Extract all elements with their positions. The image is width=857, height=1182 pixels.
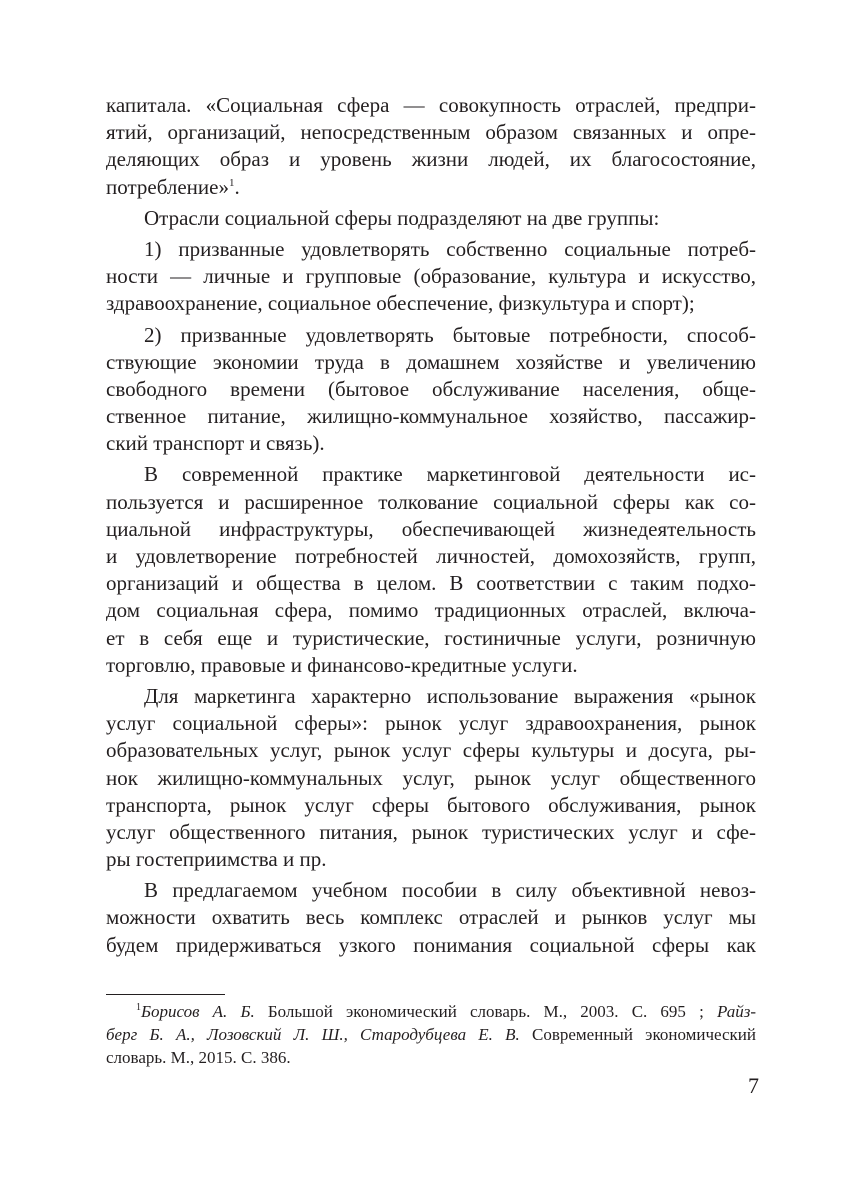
main-text — [106, 92, 756, 959]
text-line: ры гостеприимства и пр. — [106, 847, 327, 872]
text-line: свободного времени (бытовое обслуживание населения, обще- — [106, 376, 756, 401]
paragraph-2 — [106, 205, 756, 232]
paragraph-6 — [106, 683, 756, 873]
footnote-text: Современный экономический — [519, 1025, 757, 1044]
text-line: 1) призванные удовлетворять собственно социальные потреб- — [144, 236, 756, 261]
footnote-line: словарь. М., 2015. С. 386. — [106, 1048, 291, 1067]
text-line — [106, 174, 756, 201]
footnote-text: Большой экономический словарь. М., 2003. С. 695 ; — [254, 1002, 717, 1021]
text-line: капитала. «Социальная сфера — совокупность отраслей, предпри- — [106, 93, 756, 117]
footnote-line — [106, 1000, 756, 1023]
text-line: ский транспорт и связь). — [106, 431, 325, 456]
footnote-author: Райз- — [716, 1002, 756, 1021]
paragraph-7 — [106, 877, 756, 959]
paragraph-5 — [106, 461, 756, 679]
text-line: циальной инфраструктуры, обеспечивающей жизнедеятельность — [106, 516, 756, 541]
footnote-number: 1 — [136, 1002, 141, 1013]
text-line: транспорта, рынок услуг сферы бытового обслуживания, рынок — [106, 792, 756, 817]
text-line: и удовлетворение потребностей личностей, домохозяйств, групп, — [106, 544, 756, 568]
text-line: Отрасли социальной сферы подразделяют на две группы: — [144, 205, 660, 230]
text-line: торговлю, правовые и финансово-кредитные услуги. — [106, 652, 578, 677]
footnote-author: Борисов А. Б. — [141, 1002, 255, 1021]
text-line: здравоохранение, социальное обеспечение, физкультура и спорт); — [106, 291, 695, 316]
text-line: ятий, организаций, непосредственным образом связанных и опре- — [106, 120, 756, 145]
text-fragment: потребление» — [106, 174, 229, 199]
paragraph-3 — [106, 236, 756, 318]
page-number: 7 — [748, 1073, 759, 1098]
text-fragment: . — [234, 174, 240, 199]
text-line: можности охватить весь комплекс отраслей и рынков услуг мы — [106, 905, 756, 930]
text-line: 2) призванные удовлетворять бытовые потребности, способ- — [144, 322, 756, 347]
text-line: В современной практике маркетинговой деятельности ис- — [144, 462, 756, 487]
text-line: пользуется и расширенное толкование социальной сферы как со- — [106, 489, 756, 514]
paragraph-1 — [106, 92, 756, 201]
text-line: будем придерживаться узкого понимания социальной сферы как — [106, 932, 756, 957]
footnote-divider — [106, 994, 225, 995]
paragraph-4 — [106, 322, 756, 458]
text-line: Для маркетинга характерно использование выражения «рынок — [144, 683, 756, 708]
text-line: ственное питание, жилищно-коммунальное хозяйство, пассажир- — [106, 404, 756, 429]
text-line: ствующие экономии труда в домашнем хозяйстве и увеличению — [106, 349, 756, 374]
footnote-ref[interactable]: 1 — [228, 176, 235, 189]
footnote-line — [106, 1023, 756, 1046]
text-line: организаций и общества в целом. В соответствии с таким подхо- — [106, 571, 756, 596]
text-line: ности — личные и групповые (образование, культура и искусство, — [106, 264, 756, 289]
text-line: услуг общественного питания, рынок туристических услуг и сфе- — [106, 819, 756, 844]
text-line: дом социальная сфера, помимо традиционных отраслей, включа- — [106, 598, 756, 623]
footnote-author: берг Б. А., Лозовский Л. Ш., Стародубцева Е. В. — [106, 1025, 520, 1044]
footnotes — [106, 1000, 756, 1069]
page-body — [106, 92, 756, 959]
text-line: образовательных услуг, рынок услуг сферы культуры и досуга, ры- — [106, 738, 756, 763]
text-line: деляющих образ и уровень жизни людей, их благосостояние, — [106, 147, 756, 172]
text-line: ет в себя еще и туристические, гостиничные услуги, розничную — [106, 625, 756, 650]
text-line: услуг социальной сферы»: рынок услуг здравоохранения, рынок — [106, 711, 756, 736]
text-line: нок жилищно-коммунальных услуг, рынок услуг общественного — [106, 765, 756, 790]
text-line: В предлагаемом учебном пособии в силу объективной невоз- — [144, 878, 756, 903]
